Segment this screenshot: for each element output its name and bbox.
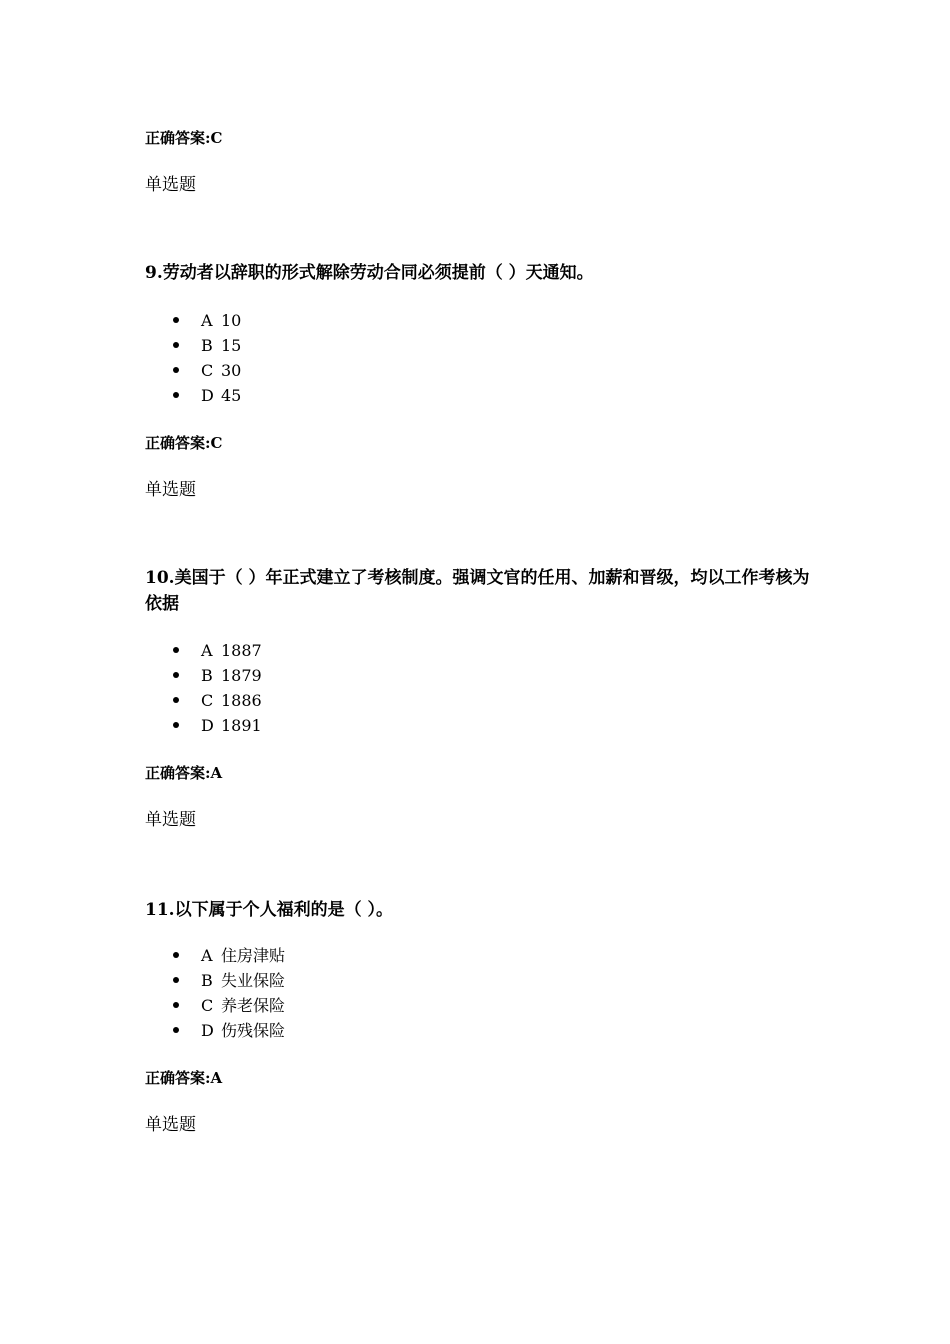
bullet-icon <box>173 647 179 653</box>
option-letter: C <box>201 691 214 710</box>
option-text: 1886 <box>221 691 262 710</box>
question-9-text: 9.劳动者以辞职的形式解除劳动合同必须提前（ ）天通知。 <box>145 263 594 283</box>
bullet-icon <box>173 367 179 373</box>
option-text: 失业保险 <box>221 971 286 990</box>
option-text: 住房津贴 <box>221 946 286 965</box>
option-letter: D <box>201 716 214 735</box>
option-letter: B <box>201 971 213 990</box>
option-letter: B <box>201 336 213 355</box>
bullet-icon <box>173 722 179 728</box>
bullet-icon <box>173 672 179 678</box>
option-letter: D <box>201 386 214 405</box>
bullet-icon <box>173 317 179 323</box>
option-text: 30 <box>221 361 242 380</box>
bullet-icon <box>173 342 179 348</box>
correct-answer: 正确答案:A <box>145 764 223 782</box>
option-text: 15 <box>221 336 242 355</box>
option-text: 伤残保险 <box>221 1021 286 1040</box>
option-letter: A <box>201 641 213 660</box>
bullet-icon <box>173 977 179 983</box>
option-letter: C <box>201 996 214 1015</box>
question-type: 单选题 <box>145 810 196 830</box>
bullet-icon <box>173 1002 179 1008</box>
option-text: 1887 <box>221 641 262 660</box>
option-text: 1891 <box>221 716 262 735</box>
correct-answer: 正确答案:C <box>145 434 223 452</box>
option-letter: A <box>201 311 213 330</box>
option-letter: A <box>201 946 213 965</box>
option-text: 10 <box>221 311 242 330</box>
question-type: 单选题 <box>145 1115 196 1135</box>
option-letter: B <box>201 666 213 685</box>
option-text: 养老保险 <box>221 996 286 1015</box>
option-text: 45 <box>221 386 242 405</box>
question-10-text: 10.美国于（ ）年正式建立了考核制度。强调文官的任用、加薪和晋级，均以工作考核为依据 <box>145 568 810 614</box>
question-type: 单选题 <box>145 480 196 500</box>
question-type: 单选题 <box>145 175 196 195</box>
bullet-icon <box>173 952 179 958</box>
correct-answer: 正确答案:C <box>145 129 223 147</box>
correct-answer: 正确答案:A <box>145 1069 223 1087</box>
bullet-icon <box>173 392 179 398</box>
option-letter: D <box>201 1021 214 1040</box>
bullet-icon <box>173 1027 179 1033</box>
option-letter: C <box>201 361 214 380</box>
bullet-icon <box>173 697 179 703</box>
question-11-text: 11.以下属于个人福利的是（ ）。 <box>145 900 393 920</box>
option-text: 1879 <box>221 666 262 685</box>
